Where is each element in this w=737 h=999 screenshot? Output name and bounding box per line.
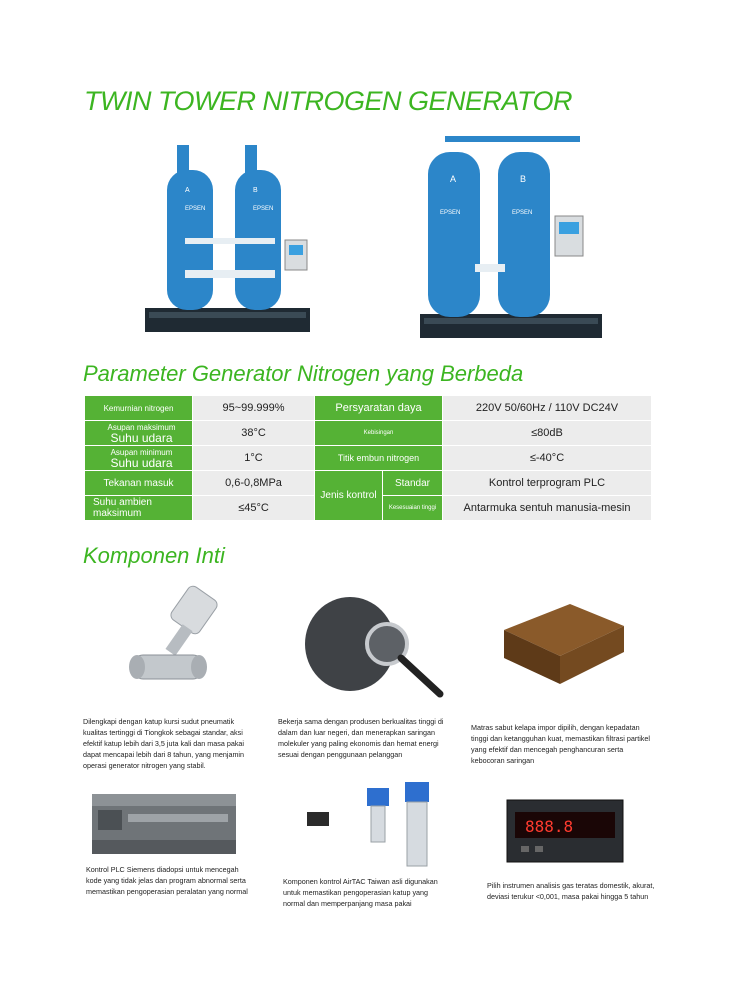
param-value: 1°C: [193, 446, 315, 471]
param-label-top: Asupan minimum: [110, 447, 173, 457]
components-title: Komponen Inti: [83, 543, 225, 568]
tower-label: A: [185, 187, 190, 194]
param-value: 220V 50/60Hz / 110V DC24V: [443, 396, 652, 421]
gas-analyzer-image: [505, 798, 625, 864]
param-value: Antarmuka sentuh manusia-mesin: [443, 496, 652, 521]
param-value: ≤45°C: [193, 496, 315, 521]
product-image-1: [145, 140, 310, 336]
parameter-table: [84, 395, 652, 521]
table-row: [85, 471, 652, 496]
product-image-2: [420, 134, 602, 340]
component-caption: Matras sabut kelapa impor dipilih, dengan kepadatan tinggi dan ketangguhan kuat, memastikan filtrasi partikel yang efektif dan mencegah penghancuran serta kebocoran saringan: [471, 723, 650, 765]
component-caption: Komponen kontrol AirTAC Taiwan asli digunakan untuk memastikan pengoperasian katup yang normal dan memperpanjang masa pakai: [283, 877, 438, 908]
param-value: ≤-40°C: [443, 446, 652, 471]
table-row: [85, 396, 652, 421]
param-label: Kemurnian nitrogen: [85, 396, 193, 421]
page-title: TWIN TOWER NITROGEN GENERATOR: [84, 86, 573, 116]
param-value: 0,6-0,8MPa: [193, 471, 315, 496]
valve-image: [125, 585, 225, 700]
component-caption: Dilengkapi dengan katup kursi sudut pneumatik kualitas tertinggi di Tiongkok sebagai standar, aksi efektif katup lebih dari 3,5 juta kali dan masa pakai dapat mencapai lebih dari 8 tahun, yang menjamin operasi generator nitrogen yang stabil.: [83, 717, 245, 770]
param-label: [85, 421, 193, 446]
param-label: Tekanan masuk: [85, 471, 193, 496]
analyzer-display: 888.8: [525, 817, 574, 836]
param-label-bottom: Suhu udara: [110, 430, 173, 445]
plc-image: [88, 790, 240, 858]
molecular-sieve-image: [305, 594, 450, 700]
brand-label: EPSEN: [440, 210, 461, 216]
brand-label: EPSEN: [512, 210, 533, 216]
tower-label: A: [450, 174, 457, 184]
tower-label: B: [520, 174, 527, 184]
brand-label: EPSEN: [185, 206, 206, 212]
param-sub-label: Kesesuaian tinggi: [383, 496, 443, 521]
fiber-mat-image: [500, 600, 628, 688]
param-label: Titik embun nitrogen: [315, 446, 443, 471]
table-row: [85, 446, 652, 471]
param-label-bottom: Suhu udara: [110, 455, 173, 470]
param-group-label: Jenis kontrol: [315, 471, 383, 521]
param-label-top: Asupan maksimum: [107, 422, 176, 432]
param-value: Kontrol terprogram PLC: [443, 471, 652, 496]
component-caption: Pilih instrumen analisis gas teratas domestik, akurat, deviasi terukur <0,001, masa pakai hingga 5 tahun: [487, 881, 655, 901]
param-label: Suhu ambien maksimum: [85, 496, 193, 521]
table-row: [85, 421, 652, 446]
component-caption: Kontrol PLC Siemens diadopsi untuk mencegah kode yang tidak jelas dan program abnormal serta memastikan pengoperasian peralatan yang normal: [86, 865, 248, 896]
param-value: 38°C: [193, 421, 315, 446]
param-value: ≤80dB: [443, 421, 652, 446]
param-value: 95~99.999%: [193, 396, 315, 421]
component-caption: Bekerja sama dengan produsen berkualitas tinggi di dalam dan luar negeri, dan menerapkan saringan molekuler yang paling ekonomis dan hemat energi sesuai dengan penggunaan pelanggan: [278, 717, 444, 759]
param-label: Kebisingan: [315, 421, 443, 446]
param-label: Persyaratan daya: [315, 396, 443, 421]
airtac-image: [305, 780, 435, 870]
tower-label: B: [253, 187, 258, 194]
parameters-title: Parameter Generator Nitrogen yang Berbeda: [83, 361, 524, 386]
brand-label: EPSEN: [253, 206, 274, 212]
param-sub-label: Standar: [383, 471, 443, 496]
param-label: [85, 446, 193, 471]
